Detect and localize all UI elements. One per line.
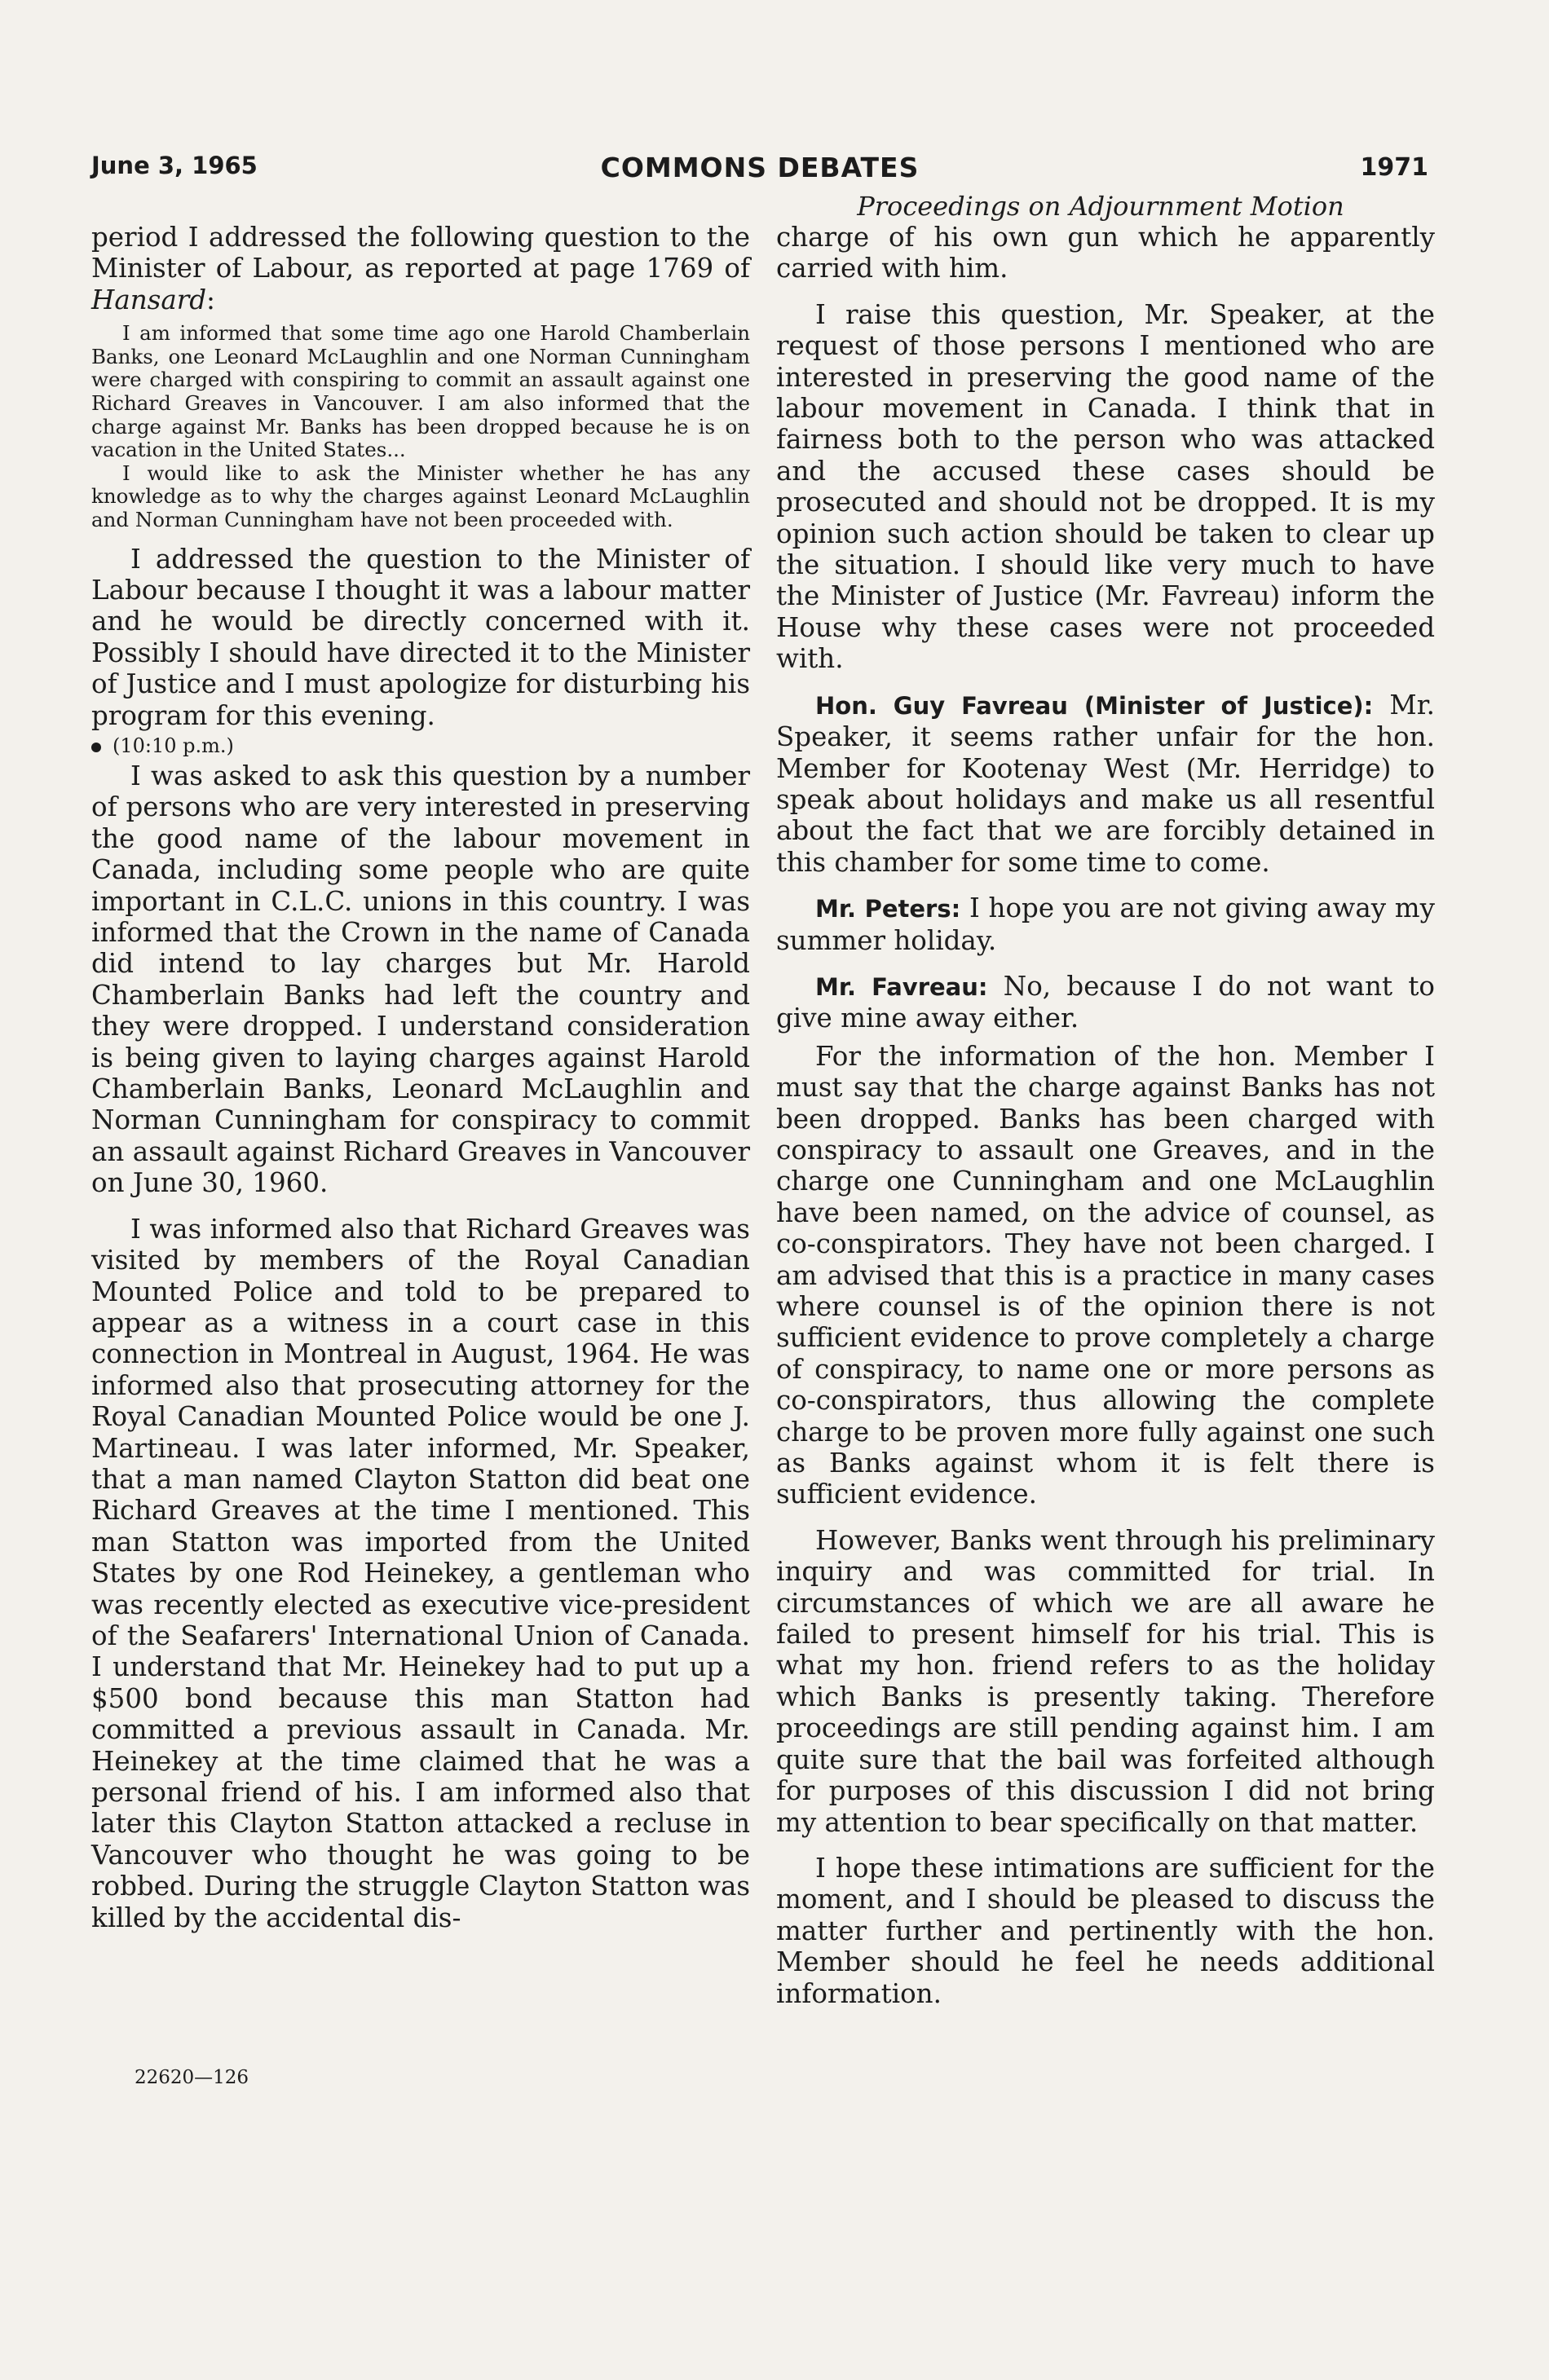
left-paragraph-3: I was informed also that Richard Greaves was visited by members of the Royal Canadian Mounted Police and told to be prepared to appear as a witness in a court case in this connection in Montreal in August, 1964. He was informed also that prosecuting attorney for the Royal Canadian Mounted Police would be one J. Martineau. I was later informed, Mr. Speaker, that a man named Clayton Statton did beat one Richard Greaves at the time I mentioned. This man Statton was imported from the United States by one Rod Heinekey, a gentleman who was recently elected as executive vice-president of the Seafarers' International Union of Canada. I understand that Mr. Heinekey had to put up a $500 bond because this man Statton had committed a previous assault in Canada. Mr. Heinekey at the time claimed that he was a personal friend of his. I am informed also that later this Clayton Statton attacked a recluse in Vancouver who thought he was going to be robbed. During the struggle Clayton Statton was killed by the accidental dis- bbox=[91, 1213, 750, 1933]
speaker-name: Mr. Favreau: bbox=[815, 972, 988, 1001]
speech-text: Mr. Speaker, it seems rather unfair for the hon. Member for Kootenay West (Mr. Herridge) to speak about holidays and make us all resentful about the fact that we are forcibly detained in this chamber for some time to come. bbox=[776, 689, 1435, 878]
left-paragraph-1: I addressed the question to the Minister of Labour because I thought it was a labour matter and he would be directly concerned with it. Possibly I should have directed it to the Minister of Justice and I must apologize for disturbing his program for this evening. bbox=[91, 543, 750, 731]
page-header bbox=[91, 148, 1428, 197]
page-number: 1971 bbox=[1360, 153, 1428, 182]
favreau-speech-2 bbox=[776, 971, 1435, 1034]
intro-colon: : bbox=[206, 284, 215, 315]
quote-paragraph-2: I would like to ask the Minister whether he has any knowledge as to why the charges against Leonard McLaughlin and Norman Cunningham have not been proceeded with. bbox=[91, 461, 750, 531]
right-paragraph-3: For the information of the hon. Member I must say that the charge against Banks has not been dropped. Banks has been charged with conspiracy to assault one Greaves, and in the charge one Cunningham and one McLaughlin have been named, on the advice of counsel, as co-conspirators. They have not been charged. I am advised that this is a practice in many cases where counsel is of the opinion there is not sufficient evidence to prove completely a charge of conspiracy, to name one or more persons as co-conspirators, thus allowing the complete charge to be proven more fully against one such as Banks against whom it is felt there is sufficient evidence. bbox=[776, 1040, 1435, 1510]
speech-text: I hope you are not giving away my summer holiday. bbox=[776, 892, 1435, 956]
bullet-icon bbox=[91, 743, 101, 752]
hansard-reference: Hansard bbox=[91, 284, 207, 315]
speaker-name: Mr. Peters: bbox=[815, 895, 961, 923]
right-paragraph-1: charge of his own gun which he apparently carried with him. bbox=[776, 222, 1435, 284]
header-date: June 3, 1965 bbox=[91, 152, 258, 179]
header-title: COMMONS DEBATES bbox=[600, 152, 920, 183]
section-subtitle: Proceedings on Adjournment Motion bbox=[857, 191, 1344, 222]
quote-paragraph-1: I am informed that some time ago one Harold Chamberlain Banks, one Leonard McLaughlin and one Norman Cunningham were charged with conspiring to commit an assault against one Richard Greaves in Vancouver. I am also informed that the charge against Mr. Banks has been dropped because he is on vacation in the United States... bbox=[91, 321, 750, 462]
favreau-speech-1 bbox=[776, 690, 1435, 878]
quoted-question bbox=[91, 322, 750, 531]
peters-speech bbox=[776, 892, 1435, 956]
right-paragraph-2: I raise this question, Mr. Speaker, at the request of those persons I mentioned who are interested in preserving the good name of the labour movement in Canada. I think that in fairness both to the person who was attacked and the accused these cases should be prosecuted and should not be dropped. It is my opinion such action should be taken to clear up the situation. I should like very much to have the Minister of Justice (Mr. Favreau) inform the House why these cases were not proceeded with. bbox=[776, 298, 1435, 675]
left-column bbox=[91, 222, 750, 1933]
right-paragraph-4: However, Banks went through his preliminary inquiry and was committed for trial. In circumstances of which we are all aware he failed to present himself for his trial. This is what my hon. friend refers to as the holiday which Banks is presently taking. Therefore proceedings are still pending against him. I am quite sure that the bail was forfeited although for purposes of this discussion I did not bring my attention to bear specifically on that matter. bbox=[776, 1524, 1435, 1838]
right-column bbox=[776, 222, 1435, 2009]
time-stamp-row bbox=[91, 734, 750, 757]
left-paragraph-2: I was asked to ask this question by a number of persons who are very interested in preserving the good name of the labour movement in Canada, including some people who are quite important in C.L.C. unions in this country. I was informed that the Crown in the name of Canada did intend to lay charges but Mr. Harold Chamberlain Banks had left the country and they were dropped. I understand consideration is being given to laying charges against Harold Chamberlain Banks, Leonard McLaughlin and Norman Cunningham for conspiracy to commit an assault against Richard Greaves in Vancouver on June 30, 1960. bbox=[91, 760, 750, 1199]
time-stamp: (10:10 p.m.) bbox=[113, 734, 234, 757]
intro-paragraph bbox=[91, 222, 750, 315]
intro-text: period I addressed the following question to the Minister of Labour, as reported at page 1769 of bbox=[91, 222, 750, 284]
speaker-name: Hon. Guy Favreau (Minister of Justice): bbox=[815, 691, 1374, 720]
speech-text: No, because I do not want to give mine away either. bbox=[776, 970, 1435, 1034]
footer-code: 22620—126 bbox=[135, 2067, 249, 2088]
right-paragraph-5: I hope these intimations are sufficient for the moment, and I should be pleased to discuss the matter further and pertinently with the hon. Member should he feel he needs additional information. bbox=[776, 1852, 1435, 2009]
